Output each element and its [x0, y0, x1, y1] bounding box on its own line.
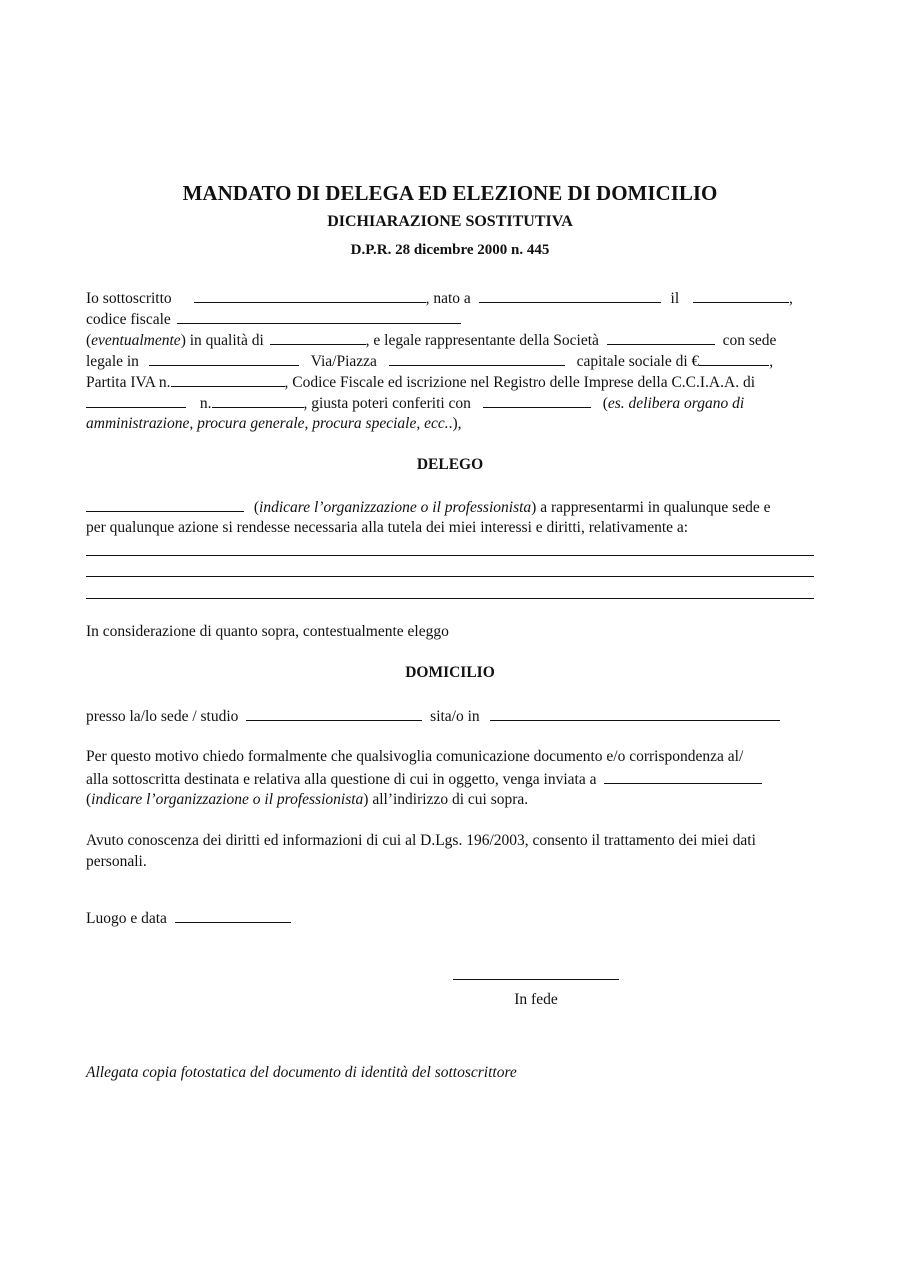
vat-label: Partita IVA n. [86, 374, 171, 391]
address-field[interactable] [490, 705, 780, 721]
attachment-note: Allegata copia fotostatica del documento di identità del sottoscrittore [86, 1064, 517, 1081]
subject-line-2[interactable] [86, 576, 814, 577]
street-field[interactable] [389, 350, 565, 366]
role-field[interactable] [270, 329, 366, 345]
subject-line-1[interactable] [86, 555, 814, 556]
undersigned-label: Io sottoscritto [86, 290, 172, 307]
legal-in-label: legale in [86, 353, 139, 370]
street-label: Via/Piazza [310, 353, 377, 370]
declarant-line-7 [86, 413, 814, 435]
role-label: ) in qualità di [180, 332, 264, 349]
legal-reference: D.P.R. 28 dicembre 2000 n. 445 [350, 242, 550, 258]
powers-label: , giusta poteri conferiti con [303, 395, 471, 412]
legal-rep-label: , e legale rappresentante della Società [365, 332, 599, 349]
consideration-text: In considerazione di quanto sopra, contestualmente eleggo [86, 623, 449, 640]
vat-field[interactable] [171, 371, 285, 387]
declarant-line-1 [86, 287, 814, 309]
communication-line-2 [86, 768, 814, 790]
located-label: sita/o in [430, 708, 480, 725]
admin-examples-text: amministrazione, procura generale, procura speciale, ecc. [86, 415, 449, 432]
chamber-field[interactable] [86, 392, 186, 408]
represent-text: ) a rappresentarmi in qualunque sede e [531, 499, 771, 516]
declarant-line-5 [86, 371, 814, 393]
city-field[interactable] [149, 350, 299, 366]
delego-line-1: (indicare l’organizzazione o il professionista) a rappresentarmi in qualunque sede e [86, 496, 814, 518]
signature-line[interactable] [453, 979, 619, 980]
comma-text-2: , [769, 353, 774, 370]
office-field[interactable] [246, 705, 422, 721]
privacy-line-2: personali. [86, 853, 147, 870]
tax-code-field[interactable] [177, 308, 461, 324]
birthdate-field[interactable] [693, 287, 789, 303]
delego-line-2: per qualunque azione si rendesse necessaria alla tutela dei miei interessi e diritti, relativamente a: [86, 519, 689, 536]
registered-office-label: con sede [722, 332, 777, 349]
domicilio-heading: DOMICILIO [405, 664, 495, 681]
fiscal-reg-label: , Codice Fiscale ed iscrizione nel Registro delle Imprese della C.C.I.A.A. di [284, 374, 756, 391]
signature-label: In fede [514, 991, 558, 1008]
company-field[interactable] [607, 329, 715, 345]
capital-label: capitale sociale di € [576, 353, 700, 370]
declarant-line-6: n. , giusta poteri conferiti con (es. delibera organo di [86, 392, 814, 414]
tax-code-label: codice fiscale [86, 311, 171, 328]
on-label: il [670, 290, 680, 307]
communication-line-1: Per questo motivo chiedo formalmente che qualsivoglia comunicazione documento e/o corrispondenza al/ [86, 748, 744, 765]
indicate-org-text-2: indicare l’organizzazione o il professionista [91, 791, 364, 808]
declarant-line-4 [86, 350, 814, 372]
example-text: es. delibera organo di [607, 395, 745, 412]
born-in-label: , nato a [425, 290, 471, 307]
eventually-text: eventualmente [91, 332, 181, 349]
document-subtitle: DICHIARAZIONE SOSTITUTIVA [327, 213, 573, 230]
capital-field[interactable] [699, 350, 769, 366]
communication-line-3: (indicare l’organizzazione o il professionista) all’indirizzo di cui sopra. [86, 791, 529, 808]
place-date-field[interactable] [175, 907, 291, 923]
delego-heading: DELEGO [416, 456, 484, 473]
place-date-label: Luogo e data [86, 910, 167, 927]
communication-tail: ) all’indirizzo di cui sopra. [363, 791, 529, 808]
place-date-line [86, 907, 814, 929]
communication-line-2-text: alla sottoscritta destinata e relativa alla questione di cui in oggetto, venga inviata a [86, 771, 597, 788]
birthplace-field[interactable] [479, 287, 661, 303]
powers-field[interactable] [483, 392, 591, 408]
domicilio-line [86, 705, 814, 727]
recipient-field[interactable] [604, 768, 762, 784]
registry-number-field[interactable] [212, 392, 304, 408]
delegate-field[interactable] [86, 496, 244, 512]
indicate-org-text: indicare l’organizzazione o il professionista [259, 499, 532, 516]
subject-line-3[interactable] [86, 598, 814, 599]
close-text: .), [448, 415, 462, 432]
declarant-line-2 [86, 308, 814, 330]
name-field[interactable] [194, 287, 426, 303]
privacy-line-1: Avuto conoscenza dei diritti ed informazioni di cui al D.Lgs. 196/2003, consento il trattamento dei miei dati [86, 832, 756, 849]
declarant-line-3: (eventualmente) in qualità di , e legale rappresentante della Società con sede [86, 329, 814, 351]
at-label: presso la/lo sede / studio [86, 708, 239, 725]
comma-text: , [789, 290, 793, 307]
document-title: MANDATO DI DELEGA ED ELEZIONE DI DOMICILIO [182, 181, 718, 205]
number-label: n. [199, 395, 212, 412]
